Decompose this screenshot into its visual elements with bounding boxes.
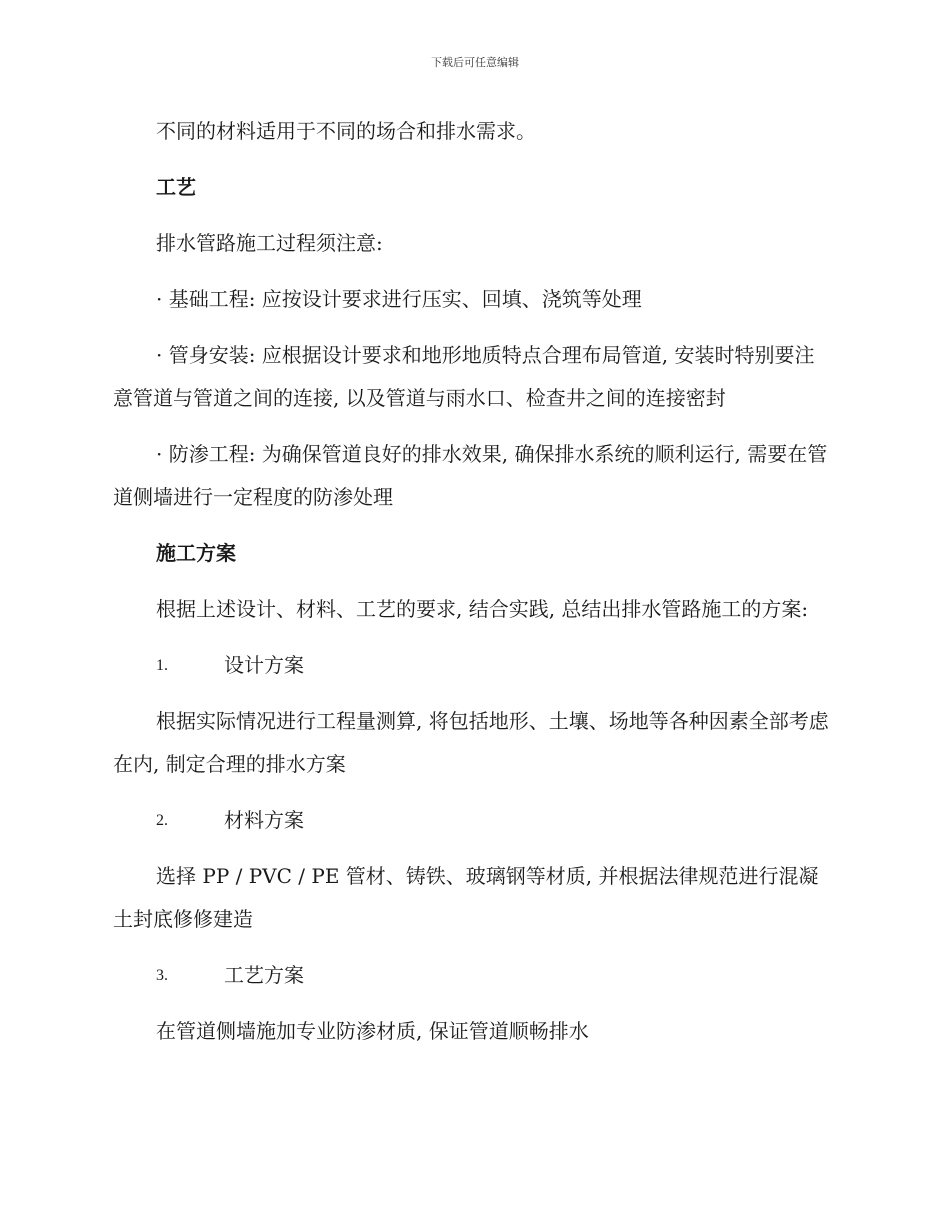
list-label: 工艺方案	[224, 963, 304, 987]
bullet-foundation-work: · 基础工程: 应按设计要求进行压实、回填、浇筑等处理	[156, 287, 642, 311]
paragraph-process-plan: 在管道侧墙施加专业防渗材质, 保证管道顺畅排水	[156, 1019, 589, 1043]
list-item-design-plan	[113, 644, 833, 687]
document-body	[113, 110, 833, 1066]
paragraph-plan-intro: 根据上述设计、材料、工艺的要求, 结合实践, 总结出排水管路施工的方案:	[156, 597, 809, 621]
page-header: 下载后可任意编辑	[431, 56, 519, 69]
list-number: 2.	[156, 812, 168, 829]
paragraph-design-plan: 根据实际情况进行工程量测算, 将包括地形、土壤、场地等各种因素全部考虑在内, 制定合理的排水方案	[113, 709, 829, 776]
list-item-material-plan	[113, 799, 833, 842]
list-label: 设计方案	[224, 653, 304, 677]
list-item-process-plan	[113, 954, 833, 997]
section-heading-process: 工艺	[156, 175, 196, 199]
list-label: 材料方案	[224, 808, 304, 832]
section-heading-construction-plan: 施工方案	[156, 541, 236, 565]
paragraph-material-plan: 选择 PP / PVC / PE 管材、铸铁、玻璃钢等材质, 并根据法律规范进行混凝土封底修修建造	[113, 864, 819, 931]
list-number: 3.	[156, 967, 168, 984]
paragraph-process-intro: 排水管路施工过程须注意:	[156, 231, 383, 255]
bullet-seepage-prevention: · 防渗工程: 为确保管道良好的排水效果, 确保排水系统的顺利运行, 需要在管道侧墙进行一定程度的防渗处理	[113, 442, 828, 509]
bullet-pipe-installation: · 管身安装: 应根据设计要求和地形地质特点合理布局管道, 安装时特别要注意管道与管道之间的连接, 以及管道与雨水口、检查井之间的连接密封	[113, 343, 815, 410]
paragraph-materials-usage: 不同的材料适用于不同的场合和排水需求。	[156, 119, 536, 143]
list-number: 1.	[156, 657, 168, 674]
